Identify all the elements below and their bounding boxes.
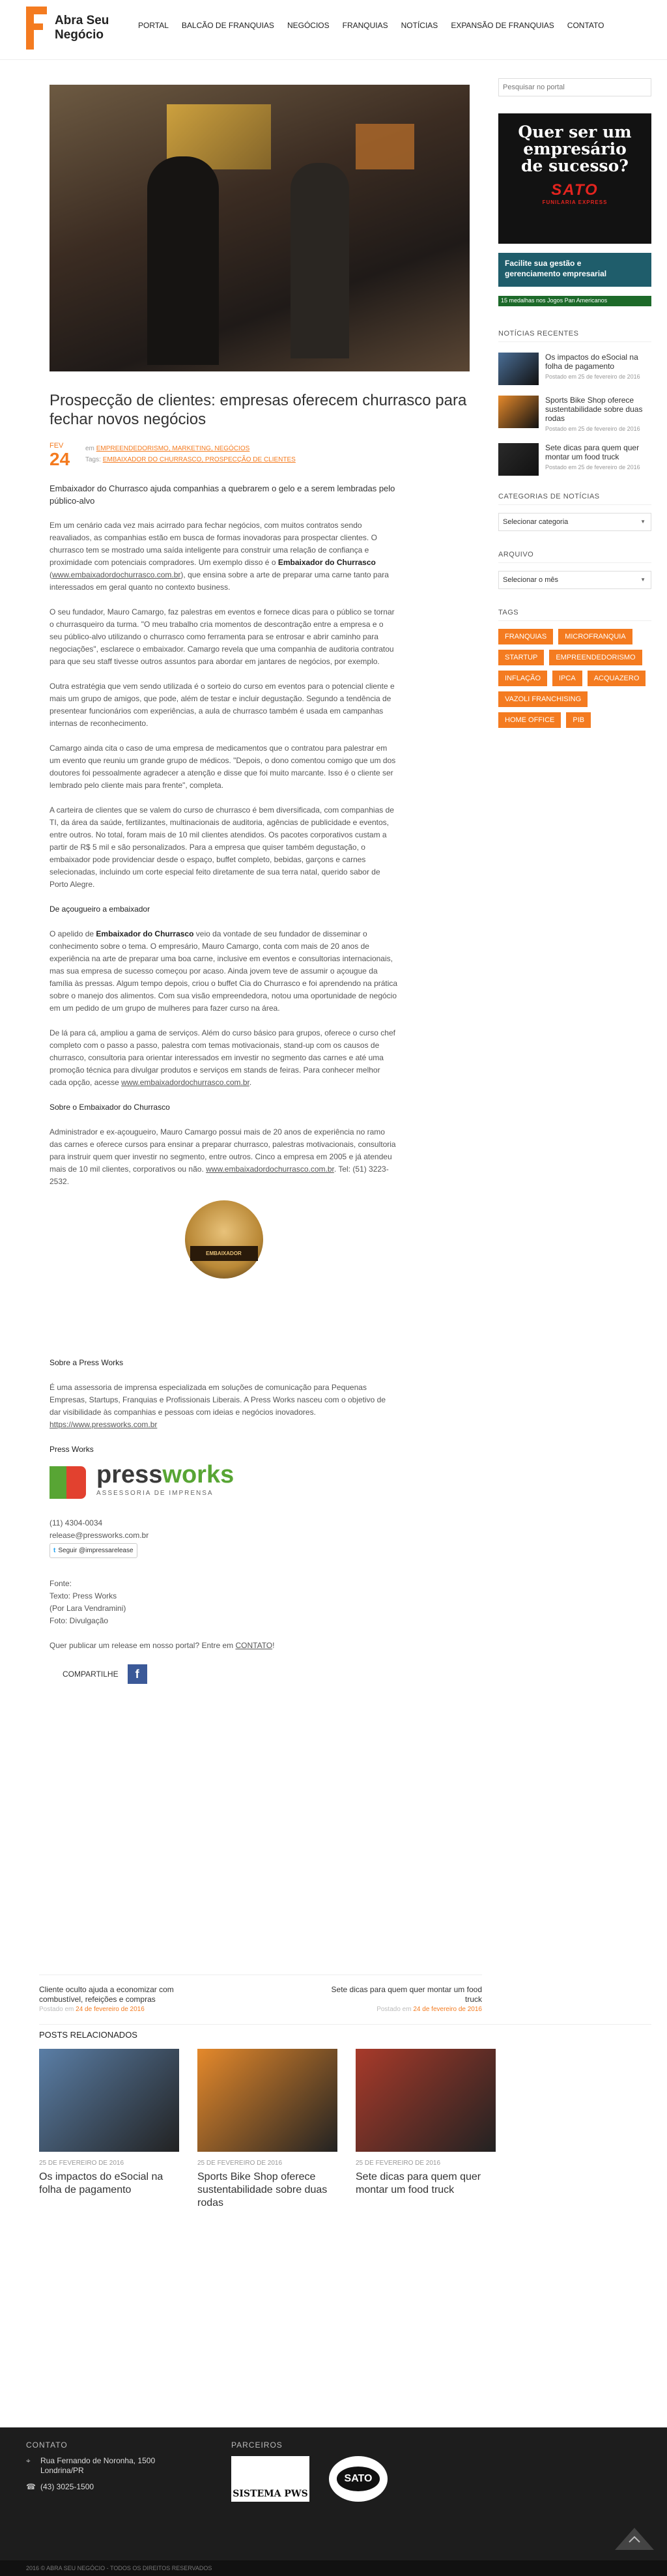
tags-heading: TAGS [498, 609, 651, 621]
gestao-ad-banner[interactable]: Facilite sua gestão e gerenciamento empresarial [498, 253, 651, 287]
nav-expansao[interactable]: EXPANSÃO DE FRANQUIAS [451, 21, 554, 30]
date-month: FEV [50, 442, 64, 450]
related-post-title: Sete dicas para quem quer montar um food truck [356, 2171, 481, 2195]
category-links[interactable]: EMPREENDEDORISMO, MARKETING, NEGÓCIOS [96, 445, 250, 452]
logo-line-2: Negócio [55, 28, 104, 42]
recent-news-date: Postado em 25 de fevereiro de 2016 [545, 426, 640, 432]
categories-widget [498, 493, 651, 531]
facebook-share-icon[interactable]: f [128, 1664, 147, 1684]
archive-heading: ARQUIVO [498, 551, 651, 563]
nav-balcao-franquias[interactable]: BALCÃO DE FRANQUIAS [181, 21, 274, 30]
source-line: Foto: Divulgação [50, 1616, 109, 1625]
embaixador-badge-logo: EMBAIXADOR [185, 1200, 263, 1279]
twitter-icon: t [53, 1547, 56, 1554]
footer-partners-heading: PARCEIROS [231, 2440, 283, 2450]
related-post-thumbnail [197, 2049, 337, 2152]
share-label: COMPARTILHE [63, 1669, 119, 1679]
section-heading: Sobre o Embaixador do Churrasco [50, 1103, 170, 1112]
back-to-top-icon[interactable] [615, 2524, 654, 2550]
article-title: Prospecção de clientes: empresas oferecem churrasco para fechar novos negócios [50, 392, 467, 428]
paragraph: Camargo ainda cita o caso de uma empresa de medicamentos que o contratou para palestrar em um evento que reuniu um grande grupo de médicos. "Depois, o dono comentou comigo que um dos doutores foi pessoalmente agradecer a atenção e disse que foi muito marcante. Isso é o cliente ser lembrado pelo cliente mais para frente", completa. [50, 744, 396, 790]
post-navigation [39, 1975, 482, 2014]
share-bar [63, 1664, 398, 1684]
contact-email: release@pressworks.com.br [50, 1531, 149, 1540]
categories-heading: CATEGORIAS DE NOTÍCIAS [498, 493, 651, 505]
embaixador-link[interactable]: www.embaixadordochurrasco.com.br [206, 1165, 334, 1174]
map-pin-icon: ⌖ [26, 2456, 31, 2465]
article-lead: Embaixador do Churrasco ajuda companhias a quebrarem o gelo e a serem lembradas pelo público-alvo [50, 484, 395, 506]
article-date [50, 442, 85, 469]
twitter-follow-button[interactable]: t Seguir @impressarelease [50, 1543, 137, 1558]
contato-link[interactable]: CONTATO [235, 1641, 273, 1650]
pressworks-icon [50, 1461, 89, 1500]
section-heading: De açougueiro a embaixador [50, 904, 150, 914]
nav-negocios[interactable]: NEGÓCIOS [287, 21, 330, 30]
paragraph: Em um cenário cada vez mais acirrado para fechar negócios, com muitos contratos sendo reavaliados, as companhias estão em busca de formas inovadoras para prospectar clientes. O churrasco tem se mostrado uma saída inteligente para construir uma relação de confiança e proximidade com potenciais compradores. Um exemplo disso é o Embaixador do Churrasco (www.embaixadordochurrasco.com.br), que ensina sobre a arte de preparar uma carne tanto para interessados em geral quanto no contexto business. [50, 521, 389, 592]
paragraph: Administrador e ex-açougueiro, Mauro Camargo possui mais de 20 anos de experiência no ramo das carnes e oferece cursos para ensinar a preparar churrasco, palestras motivacionais, consultoria para instruir quem quer investir no segmento, entre outros. Cinco a empresa em 2005 e já atendeu mais de 10 mil clientes, corporativos ou não. www.embaixadordochurrasco.com.br. Tel: (51) 3223-2532. [50, 1127, 396, 1186]
section-heading: Press Works [50, 1445, 94, 1454]
pressworks-logo: pressworks ASSESSORIA DE IMPRENSA [50, 1461, 398, 1500]
article-meta [50, 442, 470, 469]
nav-noticias[interactable]: NOTÍCIAS [401, 21, 438, 30]
footer-contact-heading: CONTATO [26, 2440, 68, 2450]
recent-news-item[interactable] [498, 353, 651, 385]
article [50, 85, 470, 1684]
tag-chip[interactable]: INFLAÇÃO [498, 671, 547, 686]
recent-news-date: Postado em 25 de fevereiro de 2016 [545, 373, 640, 380]
recent-news-item[interactable] [498, 443, 651, 476]
tag-chip[interactable]: FRANQUIAS [498, 629, 553, 644]
tag-chip[interactable]: MICROFRANQUIA [558, 629, 632, 644]
tag-chip[interactable]: PIB [566, 712, 591, 728]
embaixador-link[interactable]: www.embaixadordochurrasco.com.br [52, 570, 181, 579]
pan-ad-banner[interactable]: 15 medalhas nos Jogos Pan Americanos [498, 296, 651, 306]
chevron-down-icon: ▼ [640, 519, 646, 525]
contact-phone: (11) 4304-0034 [50, 1518, 103, 1527]
site-footer: CONTATO ⌖ Rua Fernando de Noronha, 1500 Londrina/PR ☎ (43) 3025-1500 PARCEIROS SISTEMA PWS SATO 2016 © ABRA SEU NEGÓCIO - TODOS OS DIREITOS RESERVADOS [0, 2427, 667, 2576]
embaixador-link[interactable]: www.embaixadordochurrasco.com.br [121, 1078, 249, 1087]
recent-news-thumbnail [498, 353, 539, 385]
related-post[interactable] [356, 2049, 496, 2210]
phone-icon: ☎ [26, 2482, 36, 2491]
recent-heading: NOTÍCIAS RECENTES [498, 330, 651, 342]
related-post[interactable] [197, 2049, 337, 2210]
tags-widget [498, 609, 651, 728]
article-body [50, 482, 398, 1684]
sato-ad-banner[interactable]: Quer ser um empresário de sucesso? SATO FUNILARIA EXPRESS [498, 113, 651, 244]
tags-prefix: Tags: [85, 456, 101, 463]
recent-news-thumbnail [498, 396, 539, 428]
paragraph: A carteira de clientes que se valem do curso de churrasco é bem diversificada, com companhias de TI, da área da saúde, fertilizantes, multinacionais de auditoria, agências de publicidade e eventos, entre outros. No total, foram mais de 10 mil clientes atendidos. Os pacotes corporativos custam a partir de R$ 5 mil e são personalizados. Para a empresa que quiser também degustação, o embaixador pode providenciar desde o espaço, buffet completo, bebidas, garçons e carnes selecionadas, incluindo um corte especial feito diretamente de sua terra natal, querido sabor de Porto Alegre. [50, 805, 394, 889]
archive-select[interactable]: Selecionar o mês ▼ [498, 571, 651, 589]
pressworks-link[interactable]: https://www.pressworks.com.br [50, 1420, 158, 1429]
partner-sato-logo[interactable]: SATO [329, 2456, 388, 2502]
tag-chip[interactable]: STARTUP [498, 650, 544, 665]
article-hero-image [50, 85, 470, 371]
copyright: 2016 © ABRA SEU NEGÓCIO - TODOS OS DIREITOS RESERVADOS [0, 2560, 667, 2576]
archive-widget [498, 551, 651, 589]
logo-line-1: Abra Seu [55, 14, 109, 27]
paragraph: De lá para cá, ampliou a gama de serviços. Além do curso básico para grupos, oferece o curso chef completo com o passo a passo, palestra com temas motivacionais, stand-up com os causos de churrasco, consultoria para orientar interessados em investir no segmento das carnes e até uma promoção técnica para divulgar produtos e serviços em stands de feiras. Para conhecer melhor cada opção, acesse www.embaixadordochurrasco.com.br. [50, 1028, 395, 1087]
related-post[interactable] [39, 2049, 179, 2210]
site-header [0, 0, 667, 60]
recent-news-title: Os impactos do eSocial na folha de pagamento [545, 353, 638, 371]
source-line: (Por Lara Vendramini) [50, 1604, 126, 1613]
paragraph: É uma assessoria de imprensa especializada em soluções de comunicação para Pequenas Empresas, Startups, Franquias e Profissionais Liberais. A Press Works nasceu com o objetivo de dar visibilidade às companhias e pessoas com ideias e negócios inovadores. https://www.pressworks.com.br [50, 1383, 386, 1429]
prev-post-link[interactable]: Cliente oculto ajuda a economizar com combustível, refeições e compras Postado em 24 de fevereiro de 2016 [39, 1985, 174, 2013]
recent-news-date: Postado em 25 de fevereiro de 2016 [545, 464, 640, 470]
related-heading: POSTS RELACIONADOS [39, 2030, 137, 2040]
tag-chip[interactable]: ACQUAZERO [588, 671, 646, 686]
categories-prefix: em [85, 445, 94, 452]
tag-chip[interactable]: EMPREENDEDORISMO [549, 650, 642, 665]
next-post-link[interactable]: Sete dicas para quem quer montar um food truck Postado em 24 de fevereiro de 2016 [331, 1985, 482, 2013]
site-logo[interactable] [26, 7, 109, 50]
nav-franquias[interactable]: FRANQUIAS [342, 21, 388, 30]
date-day: 24 [50, 449, 70, 469]
source-label: Fonte: [50, 1579, 72, 1588]
related-post-thumbnail [39, 2049, 179, 2152]
related-post-date: 25 DE FEVEREIRO DE 2016 [197, 2160, 283, 2167]
paragraph: O apelido de Embaixador do Churrasco veio da vontade de seu fundador de disseminar o conhecimento sobre o tema. O empresário, Mauro Camargo, conta com mais de 20 anos de experiência na arte de preparar uma boa carne, inclusive em eventos e consultorias internacionais, mas sua empresa de sucesso começou por acaso. Ainda jovem teve de assumir o açougue da família às pressas. Algum tempo depois, criou o buffet Cia do Churrasco e foi aprendendo na prática sobre o manejo dos alimentos. Com sua visão empreendedora, notou uma oportunidade de negócio em um pedido de um grupo de mulheres para fazer curso na área. [50, 929, 398, 1013]
paragraph: Outra estratégia que vem sendo utilizada é o sorteio do curso em eventos para o potencial cliente e mais um grupo de amigos, que pode, além de testar e incluir degustação. Segundo a tendência de presentear funcionários com experiências, a aula de churrasco também é usada em campanhas internas de reconhecimento. [50, 682, 395, 728]
source-line: Texto: Press Works [50, 1591, 117, 1600]
related-post-thumbnail [356, 2049, 496, 2152]
nav-contato[interactable]: CONTATO [567, 21, 604, 30]
publish-cta: Quer publicar um release em nosso portal? Entre em CONTATO! [50, 1641, 275, 1650]
tag-chip[interactable]: VAZOLI FRANCHISING [498, 691, 588, 707]
main-nav [138, 21, 604, 30]
partner-pws-logo[interactable]: SISTEMA PWS [231, 2456, 309, 2502]
tag-chip[interactable]: IPCA [552, 671, 582, 686]
logo-icon [26, 7, 48, 50]
related-posts [39, 2024, 651, 2210]
recent-news-item[interactable] [498, 396, 651, 433]
related-post-title: Sports Bike Shop oferece sustentabilidade sobre duas rodas [197, 2171, 328, 2208]
tag-links[interactable]: EMBAIXADOR DO CHURRASCO, PROSPECÇÃO DE CLIENTES [102, 456, 296, 463]
recent-news [498, 330, 651, 476]
search-input[interactable] [498, 78, 651, 96]
section-heading: Sobre a Press Works [50, 1358, 124, 1367]
tag-chip[interactable]: HOME OFFICE [498, 712, 561, 728]
category-select[interactable]: Selecionar categoria ▼ [498, 513, 651, 531]
recent-news-title: Sports Bike Shop oferece sustentabilidade sobre duas rodas [545, 396, 643, 423]
chevron-down-icon: ▼ [640, 577, 646, 583]
related-post-title: Os impactos do eSocial na folha de pagamento [39, 2171, 163, 2195]
recent-news-thumbnail [498, 443, 539, 476]
related-post-date: 25 DE FEVEREIRO DE 2016 [356, 2160, 441, 2167]
related-post-date: 25 DE FEVEREIRO DE 2016 [39, 2160, 124, 2167]
nav-portal[interactable]: PORTAL [138, 21, 169, 30]
recent-news-title: Sete dicas para quem quer montar um food truck [545, 443, 640, 461]
paragraph: O seu fundador, Mauro Camargo, faz palestras em eventos e fornece dicas para o público se tornar o churrasqueiro da turma. "O meu trabalho cria momentos de descontração entre a empresa e o seu público-alvo utilizando o churrasco como ferramenta para se entrosar e abrir caminho para negociações", esclarece o embaixador. Camargo revela que uma companhia de auditoria contratou para que seu staff tivesse outros assuntos para abordar em jantares de negócios, por exemplo. [50, 607, 395, 666]
sidebar [498, 78, 651, 728]
